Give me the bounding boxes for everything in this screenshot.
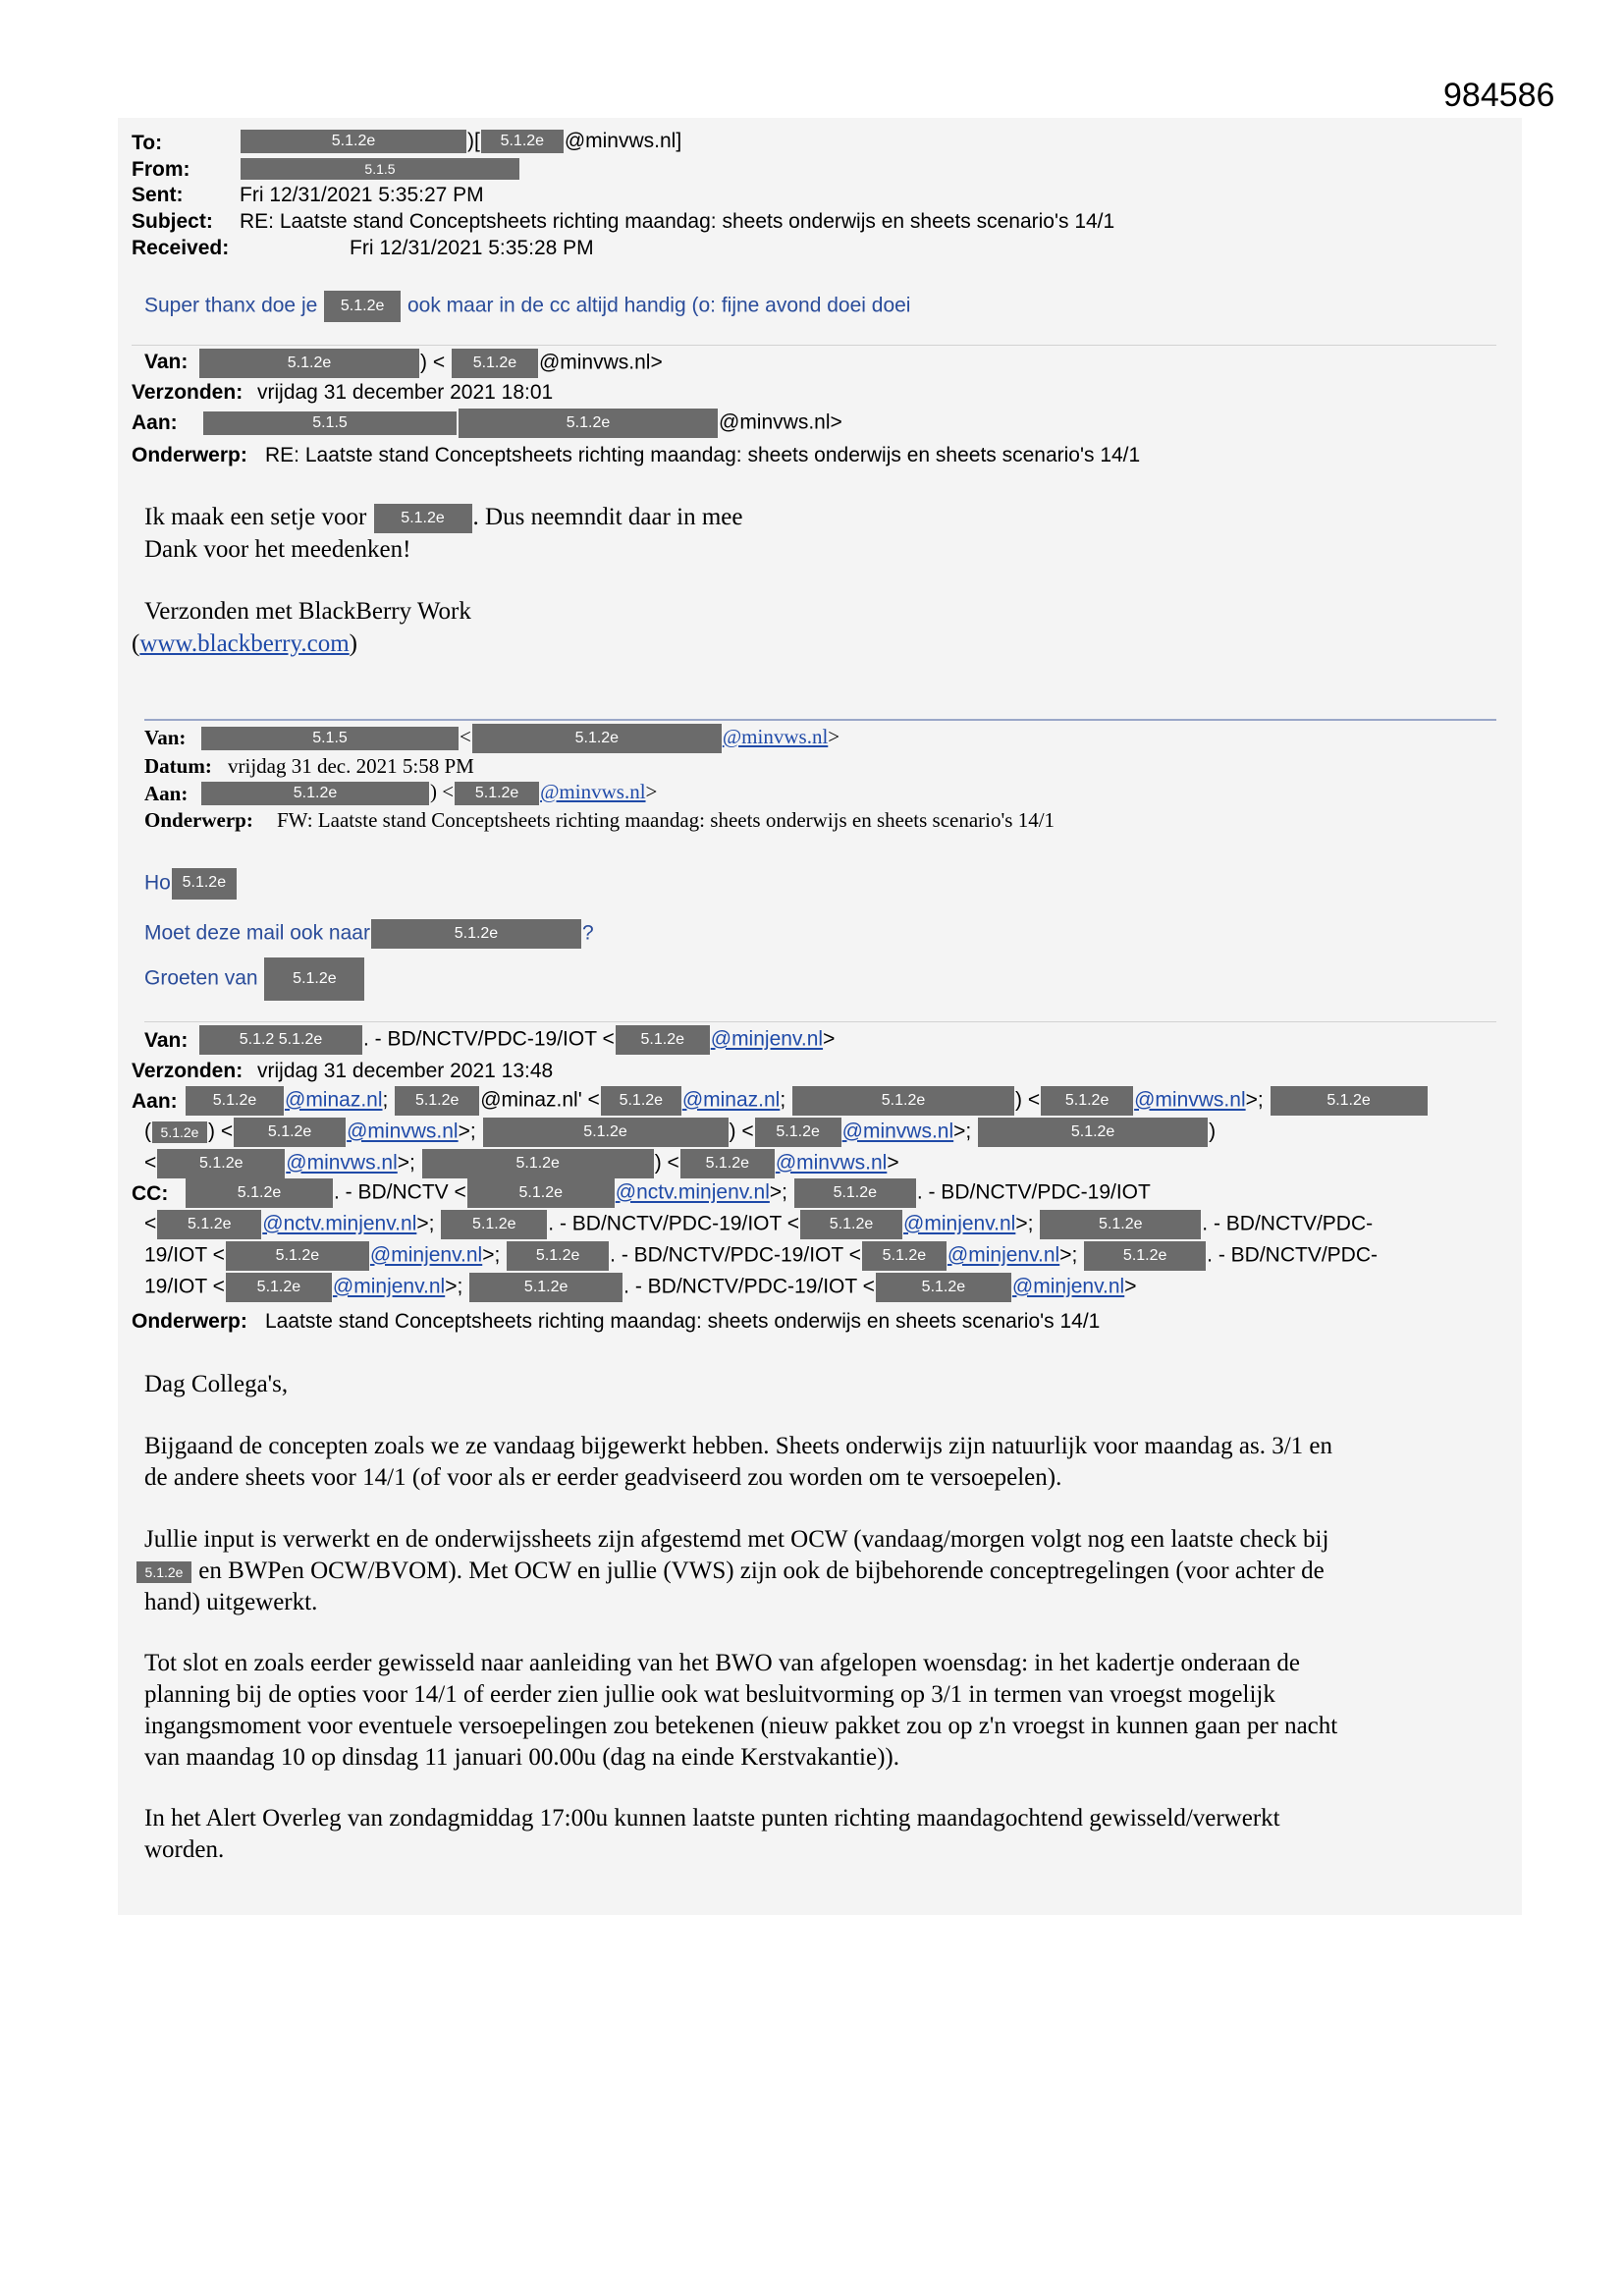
- message-4-greeting: Dag Collega's,: [144, 1371, 289, 1397]
- onderwerp-label: Onderwerp:: [144, 808, 253, 832]
- message-2-line-1: [144, 504, 742, 533]
- recipient-email: @minaz.nl': [480, 1088, 582, 1112]
- message-1-text: Super thanx doe je: [144, 294, 318, 317]
- van-email-link[interactable]: @minvws.nl: [722, 724, 829, 748]
- redaction: 5.1.5: [241, 158, 519, 180]
- aan-email-link[interactable]: @minvws.nl: [540, 780, 646, 803]
- redaction: 5.1.2e: [601, 1086, 681, 1116]
- cc-dept: . - BD/NCTV/PDC-19/IOT: [916, 1180, 1151, 1204]
- message-4-p4-line-1: In het Alert Overleg van zondagmiddag 17:00u kunnen laatste punten richting maandagochtend gewisseld/verwerkt: [144, 1805, 1280, 1831]
- redaction: 5.1.2e: [241, 130, 466, 153]
- redaction: 5.1.2e: [226, 1273, 332, 1302]
- onderwerp-value: Laatste stand Conceptsheets richting maandag: sheets onderwijs en sheets scenario's 14/1: [265, 1310, 1101, 1333]
- redaction: 5.1.2e: [186, 1086, 284, 1116]
- sent-label: Sent:: [132, 184, 184, 206]
- message-1-text-2: ook maar in de cc altijd handig (o: fijne avond doei doei: [406, 294, 911, 317]
- datum-label: Datum:: [144, 754, 212, 778]
- message-4-p2-line-3: hand) uitgewerkt.: [144, 1589, 318, 1615]
- aan-line: 5.1.2e ) < 5.1.2e @minvws.nl>: [200, 780, 657, 805]
- redaction: 5.1.2e: [483, 1118, 729, 1147]
- redaction: 5.1.2e: [1041, 1086, 1133, 1116]
- redaction: 5.1.2e: [395, 1086, 479, 1116]
- message-3-greeting: [144, 868, 238, 900]
- redaction: 5.1.2e: [136, 1561, 191, 1583]
- message-2-line-2: Dank voor het meedenken!: [144, 536, 411, 563]
- van-dept: . - BD/NCTV/PDC-19/IOT <: [363, 1027, 615, 1051]
- divider: [144, 719, 1496, 721]
- van-line: 5.1.5 < 5.1.2e @minvws.nl>: [200, 724, 839, 753]
- message-1-body: [144, 291, 910, 322]
- redaction: 5.1.2e: [792, 1086, 1014, 1116]
- redaction: 5.1.2e: [472, 724, 722, 753]
- verzonden-label: Verzonden:: [132, 1060, 244, 1082]
- cc-line-1: 5.1.2e . - BD/NCTV < 5.1.2e @nctv.minjenv.nl>; 5.1.2e . - BD/NCTV/PDC-19/IOT: [185, 1178, 1151, 1208]
- paren-open: (: [132, 630, 140, 657]
- van-line: [198, 349, 663, 378]
- recipient-email[interactable]: @minvws.nl: [841, 1120, 954, 1143]
- blackberry-link[interactable]: www.blackberry.com: [139, 630, 350, 657]
- cc-line-2: < 5.1.2e @nctv.minjenv.nl>; 5.1.2e . - BD/NCTV/PDC-19/IOT < 5.1.2e @minjenv.nl>; 5.1.2e . - BD/NCTV/PDC-: [144, 1210, 1373, 1239]
- redaction: 5.1.2e: [862, 1241, 947, 1271]
- message-4-p1-line-2: de andere sheets voor 14/1 (of voor als er eerder geadviseerd zou worden om te versoepelen).: [144, 1464, 1062, 1491]
- van-line: 5.1.2 5.1.2e . - BD/NCTV/PDC-19/IOT < 5.1.2e @minjenv.nl>: [198, 1025, 835, 1055]
- recipient-email[interactable]: @minvws.nl: [347, 1120, 459, 1143]
- van-email-link[interactable]: @minjenv.nl: [710, 1027, 824, 1051]
- redaction: 5.1.2e: [264, 957, 364, 1001]
- sent-value: Fri 12/31/2021 5:35:27 PM: [240, 184, 484, 206]
- cc-dept: . - BD/NCTV/PDC-19/IOT <: [623, 1275, 875, 1298]
- from-line: [240, 158, 520, 180]
- message-4-p1-line-1: Bijgaand de concepten zoals we ze vandaag bijgewerkt hebben. Sheets onderwijs zijn natuurlijk voor maandag as. 3/1 en: [144, 1433, 1333, 1459]
- redaction-code: 5.1.2: [239, 1031, 275, 1048]
- recipient-email[interactable]: @minjenv.nl: [369, 1243, 483, 1267]
- aan-label: Aan:: [132, 1090, 178, 1113]
- subject-value: RE: Laatste stand Conceptsheets richting maandag: sheets onderwijs en sheets scenario's 14/1: [240, 210, 1115, 233]
- redaction: [199, 1025, 362, 1055]
- van-label: Van:: [144, 1029, 189, 1052]
- recipient-email[interactable]: @minvws.nl: [775, 1151, 888, 1175]
- redaction: 5.1.2e: [1084, 1241, 1206, 1271]
- received-label: Received:: [132, 237, 230, 259]
- redaction: 5.1.2e: [452, 349, 538, 378]
- cc-dept: 19/IOT <: [144, 1275, 225, 1298]
- aan-email: @minvws.nl>: [719, 410, 842, 434]
- cc-line-3: 19/IOT < 5.1.2e @minjenv.nl>; 5.1.2e . - BD/NCTV/PDC-19/IOT < 5.1.2e @minjenv.nl>; 5.1.2e . - BD/NCTV/PDC-: [144, 1241, 1378, 1271]
- redaction: 5.1.2e: [467, 1178, 615, 1208]
- subject-label: Subject:: [132, 210, 213, 233]
- onderwerp-value: FW: Laatste stand Conceptsheets richting maandag: sheets onderwijs en sheets scenario's 14/1: [277, 808, 1056, 832]
- recipient-email[interactable]: @minvws.nl: [286, 1151, 398, 1175]
- redaction: 5.1.2e: [507, 1241, 609, 1271]
- cc-dept: 19/IOT <: [144, 1243, 225, 1267]
- redaction: 5.1.2e: [371, 919, 581, 949]
- redaction: 5.1.2e: [226, 1241, 369, 1271]
- recipient-email[interactable]: @nctv.minjenv.nl: [262, 1212, 417, 1235]
- cc-line-4: 19/IOT < 5.1.2e @minjenv.nl>; 5.1.2e . - BD/NCTV/PDC-19/IOT < 5.1.2e @minjenv.nl>: [144, 1273, 1137, 1302]
- message-4-p3-line-2: planning bij de opties voor 14/1 of eerder zien jullie ook wat besluitvorming op 3/1 in termen van vroegst mogelijk: [144, 1681, 1275, 1708]
- redaction: 5.1.2e: [157, 1149, 285, 1178]
- redaction: 5.1.2e: [441, 1210, 547, 1239]
- cc-dept: . - BD/NCTV/PDC-19/IOT <: [610, 1243, 861, 1267]
- redaction: 5.1.2e: [1040, 1210, 1201, 1239]
- message-4-p3-line-1: Tot slot en zoals eerder gewisseld naar aanleiding van het BWO van afgelopen woensdag: in het kadertje onderaan de: [144, 1650, 1300, 1676]
- verzonden-value: vrijdag 31 december 2021 18:01: [257, 381, 554, 404]
- aan-line-2: ( 5.1.2e ) < 5.1.2e @minvws.nl>; 5.1.2e ) < 5.1.2e @minvws.nl>; 5.1.2e ): [144, 1118, 1216, 1147]
- redaction: 5.1.5: [203, 411, 457, 435]
- message-4-p3-line-4: van maandag 10 op dinsdag 11 januari 00.00u (dag na einde Kerstvakantie)).: [144, 1744, 899, 1771]
- redaction: 5.1.2e: [152, 1121, 207, 1143]
- message-3-question: [144, 919, 594, 949]
- to-bracket: )[: [467, 130, 480, 152]
- message-4-p2-line-2: [135, 1558, 1325, 1585]
- onderwerp-value: RE: Laatste stand Conceptsheets richting maandag: sheets onderwijs en sheets scenario's 14/1: [265, 444, 1141, 466]
- message-2-link-line: [132, 630, 357, 658]
- redaction: 5.1.2e: [201, 782, 429, 805]
- message-4-p3-line-3: ingangsmoment voor eventuele versoepelingen zou betekenen (nieuw pakket zou op z'n vroegst in kunnen gaan per nacht: [144, 1713, 1338, 1739]
- cc-label: CC:: [132, 1182, 169, 1205]
- redaction: 5.1.2e: [374, 504, 472, 533]
- aan-line-1: 5.1.2e @minaz.nl; 5.1.2e @minaz.nl' < 5.1.2e @minaz.nl; 5.1.2e ) < 5.1.2e @minvws.nl>; 5.1.2e: [185, 1086, 1429, 1116]
- recipient-email[interactable]: @minaz.nl: [681, 1088, 781, 1112]
- redaction: 5.1.2e: [1271, 1086, 1428, 1116]
- recipient-email[interactable]: @nctv.minjenv.nl: [615, 1180, 770, 1204]
- redaction: 5.1.2e: [876, 1273, 1011, 1302]
- message-4-p4-line-2: worden.: [144, 1836, 225, 1863]
- redaction: 5.1.2e: [422, 1149, 654, 1178]
- divider: [132, 345, 1496, 346]
- message-2-line-3: Verzonden met BlackBerry Work: [144, 598, 471, 625]
- redaction: 5.1.2e: [469, 1273, 623, 1302]
- van-email: @minvws.nl>: [538, 351, 663, 374]
- to-email: @minvws.nl]: [564, 130, 682, 152]
- cc-dept: . - BD/NCTV/PDC-: [1207, 1243, 1379, 1267]
- recipient-email[interactable]: @minvws.nl: [1134, 1088, 1246, 1112]
- aan-line-3: < 5.1.2e @minvws.nl>; 5.1.2e ) < 5.1.2e @minvws.nl>: [144, 1149, 899, 1178]
- redaction: 5.1.2e: [459, 409, 718, 438]
- cc-dept: . - BD/NCTV/PDC-: [1202, 1212, 1374, 1235]
- message-4-p2-line-1: Jullie input is verwerkt en de onderwijssheets zijn afgestemd met OCW (vandaag/morgen volgt nog een laatste check bij: [144, 1526, 1329, 1553]
- message-2-text-2: . Dus neemndit daar in mee: [472, 504, 743, 530]
- message-4-p2-text: en BWPen OCW/BVOM). Met OCW en jullie (VWS) zijn ook de bijbehorende conceptregelingen (voor achter de: [198, 1558, 1325, 1584]
- redaction: 5.1.2e: [172, 868, 237, 900]
- van-label: Van:: [144, 726, 187, 749]
- redaction: 5.1.5: [201, 727, 459, 750]
- verzonden-value: vrijdag 31 december 2021 13:48: [257, 1060, 554, 1082]
- redaction: 5.1.2e: [234, 1118, 346, 1147]
- van-bracket: ) <: [420, 351, 446, 374]
- aan-line: [202, 409, 842, 438]
- datum-value: vrijdag 31 dec. 2021 5:58 PM: [228, 754, 474, 778]
- recipient-email[interactable]: @minjenv.nl: [947, 1243, 1060, 1267]
- message-3-question-text: Moet deze mail ook naar: [144, 921, 370, 945]
- message-2-text: Ik maak een setje voor: [144, 504, 367, 530]
- question-mark: ?: [581, 921, 594, 945]
- document-number: 984586: [1443, 77, 1555, 114]
- redaction: 5.1.2e: [794, 1178, 916, 1208]
- from-label: From:: [132, 158, 190, 181]
- message-3-groeten-text: Groeten van: [144, 966, 258, 990]
- redaction: 5.1.2e: [199, 349, 419, 378]
- to-line: [240, 130, 681, 153]
- redaction-code: 5.1.2e: [278, 1031, 323, 1048]
- onderwerp-label: Onderwerp:: [132, 444, 247, 466]
- message-3-ho: Ho: [144, 871, 171, 895]
- van-label: Van:: [144, 351, 189, 373]
- aan-label: Aan:: [144, 782, 189, 805]
- cc-dept: . - BD/NCTV/PDC-19/IOT <: [548, 1212, 800, 1235]
- cc-dept: . - BD/NCTV <: [334, 1180, 466, 1204]
- aan-label: Aan:: [132, 411, 178, 434]
- redaction: 5.1.2e: [455, 782, 539, 805]
- message-3-groeten: [144, 957, 365, 1001]
- paren-close: ): [349, 630, 357, 657]
- recipient-email[interactable]: @minjenv.nl: [903, 1212, 1016, 1235]
- redaction: 5.1.2e: [755, 1118, 841, 1147]
- redaction: 5.1.2e: [978, 1118, 1208, 1147]
- divider: [144, 1021, 1496, 1022]
- redaction: 5.1.2e: [680, 1149, 775, 1178]
- recipient-email[interactable]: @minaz.nl: [285, 1088, 383, 1112]
- to-label: To:: [132, 132, 163, 154]
- redaction: 5.1.2e: [800, 1210, 902, 1239]
- redaction: 5.1.2e: [481, 130, 564, 153]
- redaction: 5.1.2e: [157, 1210, 261, 1239]
- onderwerp-label: Onderwerp:: [132, 1310, 247, 1333]
- received-value: Fri 12/31/2021 5:35:28 PM: [350, 237, 594, 259]
- redaction: 5.1.2e: [186, 1178, 333, 1208]
- redaction: 5.1.2e: [324, 291, 401, 322]
- recipient-email[interactable]: @minjenv.nl: [332, 1275, 446, 1298]
- verzonden-label: Verzonden:: [132, 381, 244, 404]
- redaction: 5.1.2e: [616, 1025, 710, 1055]
- recipient-email[interactable]: @minjenv.nl: [1011, 1275, 1125, 1298]
